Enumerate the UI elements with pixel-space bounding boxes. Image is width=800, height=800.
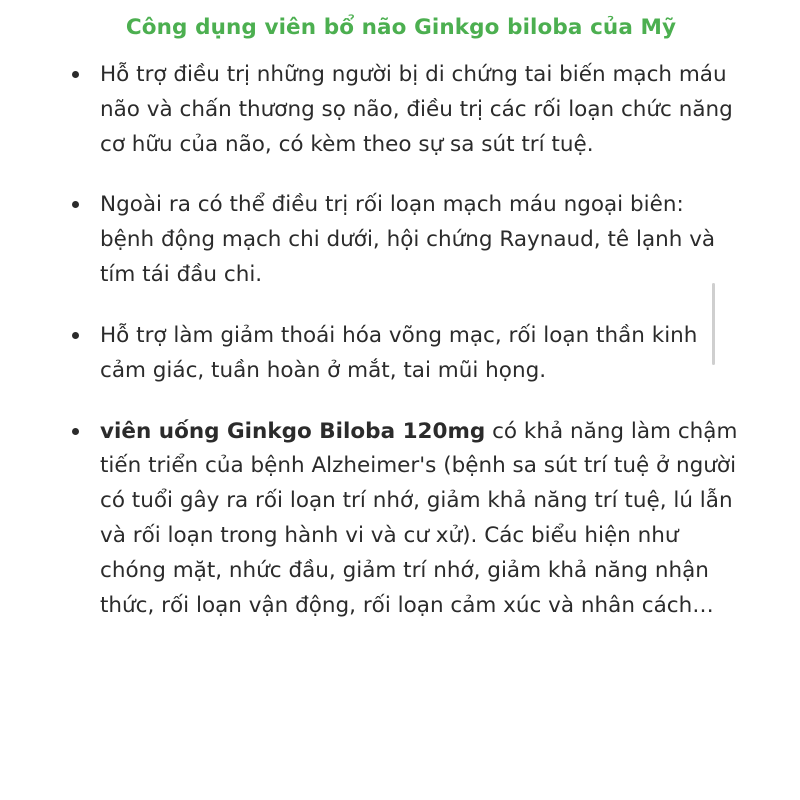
scrollbar-thumb[interactable] bbox=[712, 283, 715, 365]
list-item-text-emphasis bbox=[100, 419, 737, 618]
bullet-dot-icon bbox=[72, 201, 79, 208]
list-item-text: Hỗ trợ điều trị những người bị di chứng tai biến mạch máu não và chấn thương sọ não, điều trị các rối loạn chức năng cơ hữu của não, có kèm theo sự sa sút trí tuệ. bbox=[100, 61, 733, 157]
page-title: Công dụng viên bổ não Ginkgo biloba của Mỹ bbox=[125, 15, 677, 40]
list-item-text: Ngoài ra có thể điều trị rối loạn mạch máu ngoại biên: bệnh động mạch chi dưới, hội chứng Raynaud, tê lạnh và tím tái đầu chi. bbox=[100, 192, 716, 288]
bullet-dot-icon bbox=[72, 332, 79, 339]
bullet-dot-icon bbox=[72, 71, 79, 78]
benefits-list bbox=[62, 58, 740, 624]
list-item-text: Hỗ trợ làm giảm thoái hóa võng mạc, rối loạn thần kinh cảm giác, tuần hoàn ở mắt, tai mũi họng. bbox=[100, 322, 698, 383]
list-item bbox=[62, 58, 740, 162]
list-item bbox=[62, 415, 740, 624]
list-item bbox=[62, 319, 740, 389]
list-item-text: có khả năng làm chậm tiến triển của bệnh Alzheimer's (bệnh sa sút trí tuệ ở người có tuổi gây ra rối loạn trí nhớ, giảm khả năng trí tuệ, lú lẫn và rối loạn trong hành vi và cư xử). Các biểu hiện như chóng mặt, nhức đầu, giảm trí nhớ, giảm khả năng nhận thức, rối loạn vận động, rối loạn cảm xúc và nhân cách… bbox=[100, 418, 738, 618]
product-name-bold: viên uống Ginkgo Biloba 120mg bbox=[100, 418, 486, 444]
list-item bbox=[62, 188, 740, 292]
bullet-dot-icon bbox=[72, 428, 79, 435]
